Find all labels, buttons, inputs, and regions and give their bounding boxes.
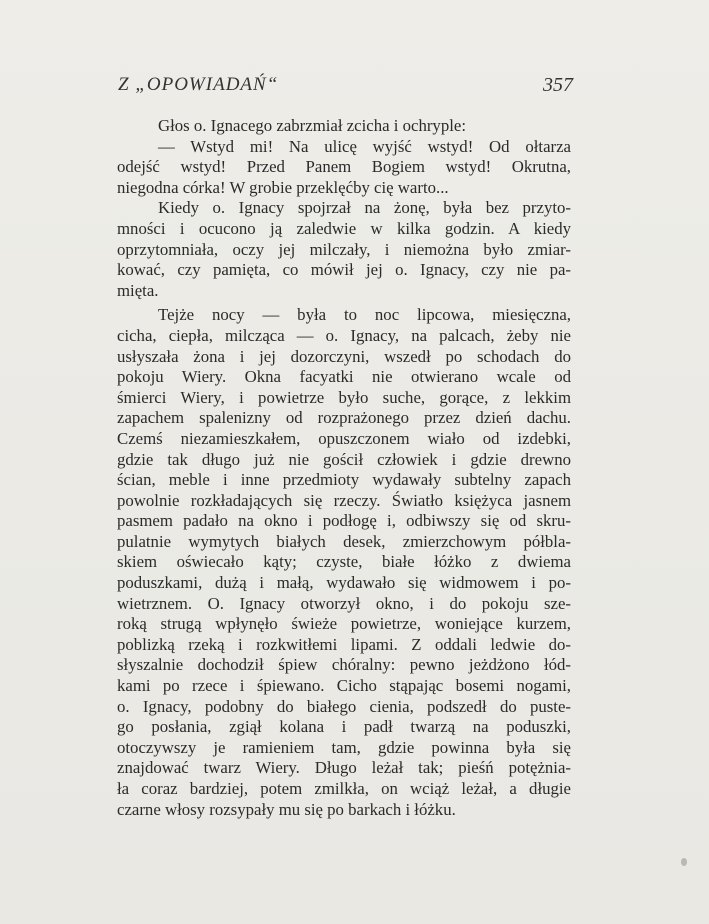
text-line: roką strugą wpłynęło świeże powietrze, woniejące kurzem, bbox=[117, 614, 571, 634]
text-line: pasmem padało na okno i podłogę i, odbiwszy się od skru- bbox=[117, 511, 571, 531]
text-line: poblizką rzeką i rozkwitłemi lipami. Z oddali ledwie do- bbox=[117, 634, 571, 654]
text-line: ścian, meble i inne przedmioty wydawały subtelny zapach bbox=[117, 470, 571, 490]
text-line: otoczywszy je ramieniem tam, gdzie powinna była się bbox=[117, 737, 571, 757]
text-line: powolnie rozkładających się rzeczy. Światło księżyca jasnem bbox=[117, 490, 571, 510]
page-number: 357 bbox=[543, 74, 573, 96]
text-line: oprzytomniała, oczy jej milczały, i niemożna było zmiar- bbox=[117, 239, 571, 259]
text-line: Głos o. Ignacego zabrzmiał zcicha i ochryple: bbox=[158, 116, 466, 135]
text-line: skiem oświecało kąty; czyste, białe łóżko z dwiema bbox=[117, 552, 571, 572]
text-line: zapachem spalenizny od rozprażonego przez dzień dachu. bbox=[117, 408, 571, 428]
text-line: ła coraz bardziej, potem zmilkła, on wciąż leżał, a długie bbox=[117, 779, 571, 798]
text-line: o. Ignacy, podobny do białego cienia, podszedł do puste- bbox=[117, 696, 571, 716]
text-line: usłyszała żona i jej dozorczyni, wszedł po schodach do bbox=[117, 346, 571, 366]
text-line: go posłania, zgiął kolana i padł twarzą na poduszki, bbox=[117, 717, 571, 737]
text-line: — Wstyd mi! Na ulicę wyjść wstyd! Od ołtarza bbox=[158, 136, 571, 156]
text-line: Czemś niezamieszkałem, opuszczonem wiało od izdebki, bbox=[117, 428, 571, 448]
running-head bbox=[118, 74, 573, 102]
text-line: Kiedy o. Ignacy spojrzał na żonę, była bez przyto- bbox=[158, 198, 571, 218]
text-line: wietrznem. O. Ignacy otworzył okno, i do pokoju sze- bbox=[117, 593, 571, 613]
text-line: znajdować twarz Wiery. Długo leżał tak; pieśń potężnia- bbox=[117, 758, 571, 778]
text-line: Tejże nocy — była to noc lipcowa, miesięczna, bbox=[158, 305, 571, 325]
text-line: czarne włosy rozsypały mu się po barkach i łóżku. bbox=[117, 799, 456, 819]
text-line: cicha, ciepła, milcząca — o. Ignacy, na palcach, żeby nie bbox=[117, 325, 571, 345]
text-line: kować, czy pamięta, co mówił jej o. Ignacy, czy nie pa- bbox=[117, 260, 571, 280]
text-line: gdzie tak długo już nie gościł człowiek i gdzie drewno bbox=[117, 449, 571, 469]
text-line: mności i ocucono ją zaledwie w kilka godzin. A kiedy bbox=[117, 218, 571, 238]
text-line: kami po rzece i śpiewano. Cicho stąpając bosemi nogami, bbox=[117, 676, 571, 696]
text-line: pulatnie wymytych białych desek, zmierzchowym półbla- bbox=[117, 531, 571, 551]
text-line: mięta. bbox=[117, 280, 159, 300]
text-line: śmierci Wiery, i powietrze było suche, gorące, z lekkim bbox=[117, 387, 571, 407]
text-line: słyszalnie dochodził śpiew chóralny: pewno jeżdżono łód- bbox=[117, 655, 571, 675]
text-line: poduszkami, dużą i małą, wydawało się widmowem i po- bbox=[117, 573, 571, 593]
paper-speck bbox=[681, 858, 687, 866]
text-line: niegodna córka! W grobie przeklęćby cię warto... bbox=[117, 177, 449, 197]
chapter-title: Z „OPOWIADAŃ“ bbox=[118, 74, 279, 95]
text-line: odejść wstyd! Przed Panem Bogiem wstyd! Okrutna, bbox=[117, 157, 571, 177]
text-line: pokoju Wiery. Okna facyatki nie otwierano wcale od bbox=[117, 367, 571, 387]
body-text bbox=[117, 116, 571, 820]
